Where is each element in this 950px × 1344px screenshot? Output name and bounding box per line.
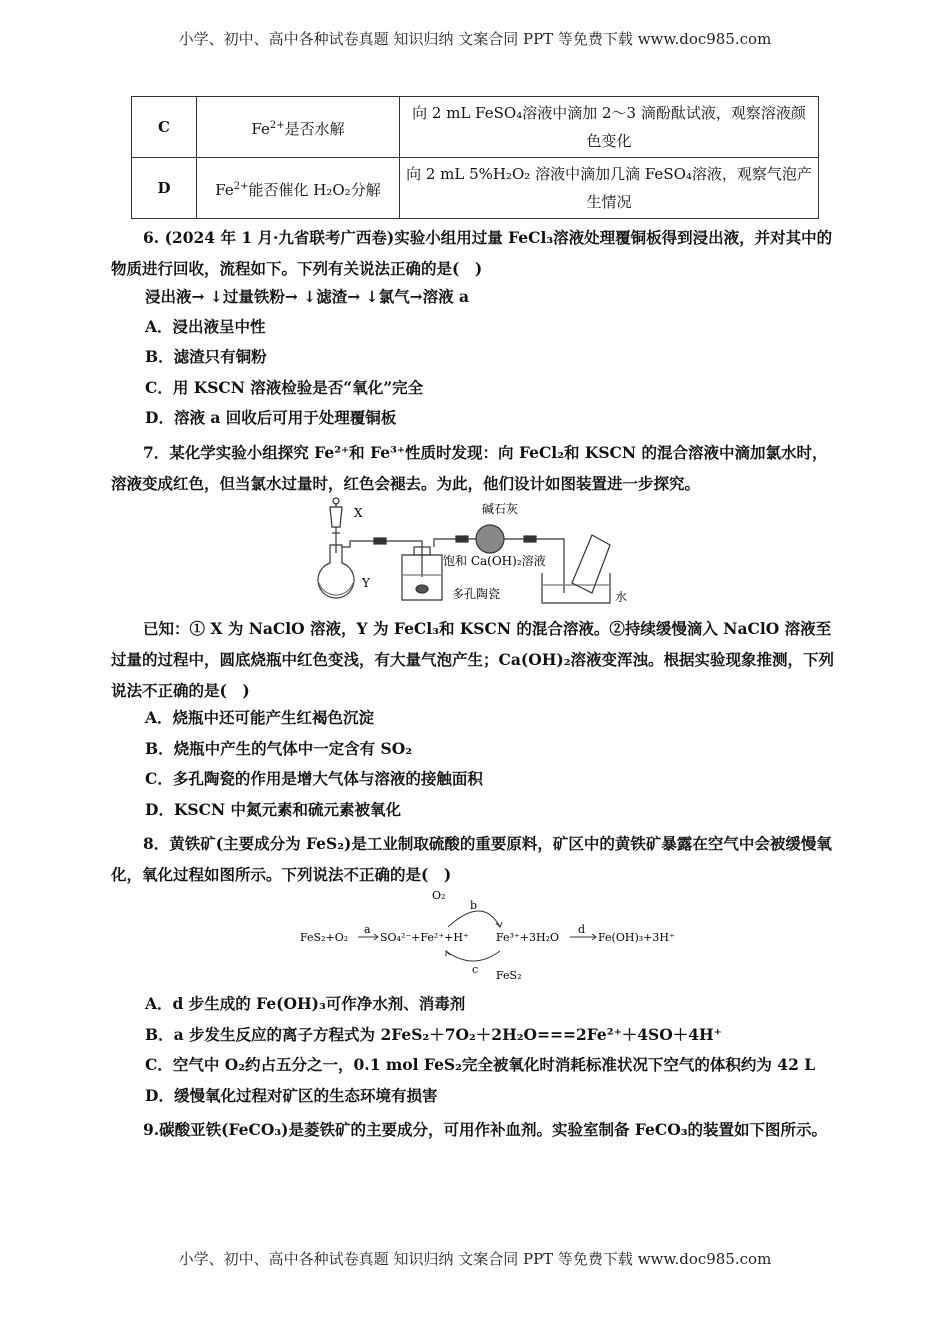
page-footer: 小学、初中、高中各种试卷真题 知识归纳 文案合同 PPT 等免费下载 www.doc985.com [178,1250,772,1268]
q7-known: 已知：① X 为 NaClO 溶液，Y 为 FeCl₃和 KSCN 的混合溶液。②持续缓慢滴入 NaClO 溶液至过量的过程中，圆底烧瓶中红色变浅，有大量气泡产生；Ca(OH)₂溶液变浑浊。根据实验现象推测，下列说法不正确的是( ) [111,619,834,700]
q6-option-c: C．用 KSCN 溶液检验是否“氧化”完全 [145,378,424,397]
q7-option-d: D．KSCN 中氮元素和硫元素被氧化 [145,800,402,819]
label-d: d [578,923,586,936]
q8-option-d: D．缓慢氧化过程对矿区的生态环境有损害 [145,1086,438,1105]
label-c: c [472,963,479,976]
q7-option-c: C．多孔陶瓷的作用是增大气体与溶液的接触面积 [145,769,483,788]
label-fes2: FeS₂ [496,969,522,982]
label-o2: O₂ [432,889,446,902]
row-label: C [132,97,197,158]
label-y: Y [362,576,370,590]
species-product: Fe(OH)₃+3H⁺ [598,931,675,944]
row-method: 向 2 mL FeSO₄溶液中滴加 2～3 滴酚酞试液，观察溶液颜色变化 [400,97,819,158]
q6-option-d: D．溶液 a 回收后可用于处理覆铜板 [145,408,397,427]
q6-option-b: B．滤渣只有铜粉 [145,347,267,366]
q8-stem: 8．黄铁矿(主要成分为 FeS₂)是工业制取硫酸的重要原料，矿区中的黄铁矿暴露在空气中会被缓慢氧化，氧化过程如图所示。下列说法不正确的是( ) [111,834,832,884]
label-caoh2: 饱和 Ca(OH)₂溶液 [443,554,546,568]
species-right: Fe³⁺+3H₂O [496,931,559,944]
q6-stem: 6. (2024 年 1 月·九省联考广西卷)实验小组用过量 FeCl₃溶液处理覆铜板得到浸出液，并对其中的物质进行回收，流程如下。下列有关说法正确的是( ) [111,228,833,278]
row-item: $Fe^{2+}$是否水解 [197,97,400,158]
label-ceramic: 多孔陶瓷 [452,587,501,601]
q6-option-a: A．浸出液呈中性 [145,317,266,336]
q7-stem: 7．某化学实验小组探究 Fe²⁺和 Fe³⁺性质时发现：向 FeCl₂和 KSCN 的混合溶液中滴加氯水时，溶液变成红色，但当氯水过量时，红色会褪去。为此，他们设计如图装置进一步探究。 [111,443,828,493]
page-header: 小学、初中、高中各种试卷真题 知识归纳 文案合同 PPT 等免费下载 www.doc985.com [178,30,772,48]
row-label: D [132,158,197,219]
q7-option-b: B．烧瓶中产生的气体中一定含有 SO₂ [145,739,412,758]
q8-option-a: A．d 步生成的 Fe(OH)₃可作净水剂、消毒剂 [145,994,466,1013]
row-method: 向 2 mL 5%H₂O₂ 溶液中滴加几滴 FeSO₄溶液，观察气泡产生情况 [400,158,819,219]
options-table [131,96,819,219]
q8-option-c: C．空气中 O₂约占五分之一，0.1 mol FeS₂完全被氧化时消耗标准状况下空气的体积约为 42 L [145,1055,816,1074]
q8-option-b: B．a 步发生反应的离子方程式为 2FeS₂＋7O₂＋2H₂O===2Fe²⁺＋4SO＋4H⁺ [145,1025,722,1044]
label-b: b [470,899,478,912]
row-item: $Fe^{2+}$能否催化 H₂O₂分解 [197,158,400,219]
q7-apparatus-figure [310,495,670,610]
q9-stem: 9.碳酸亚铁(FeCO₃)是菱铁矿的主要成分，可用作补血剂。实验室制备 FeCO₃的装置如下图所示。 [143,1120,828,1139]
species-left: FeS₂+O₂ [300,931,349,944]
q8-oxidation-figure [298,885,698,985]
table-row [132,158,819,219]
label-water: 水 [615,590,628,604]
table-row [132,97,819,158]
q6-flow: 浸出液→ ↓过量铁粉→ ↓滤渣→ ↓氯气→溶液 a [145,287,470,306]
species-mid: SO₄²⁻+Fe²⁺+H⁺ [380,931,469,944]
label-a: a [364,923,371,936]
q7-option-a: A．烧瓶中还可能产生红褐色沉淀 [145,708,375,727]
label-soda-lime: 碱石灰 [482,502,519,516]
label-x: X [354,506,363,520]
